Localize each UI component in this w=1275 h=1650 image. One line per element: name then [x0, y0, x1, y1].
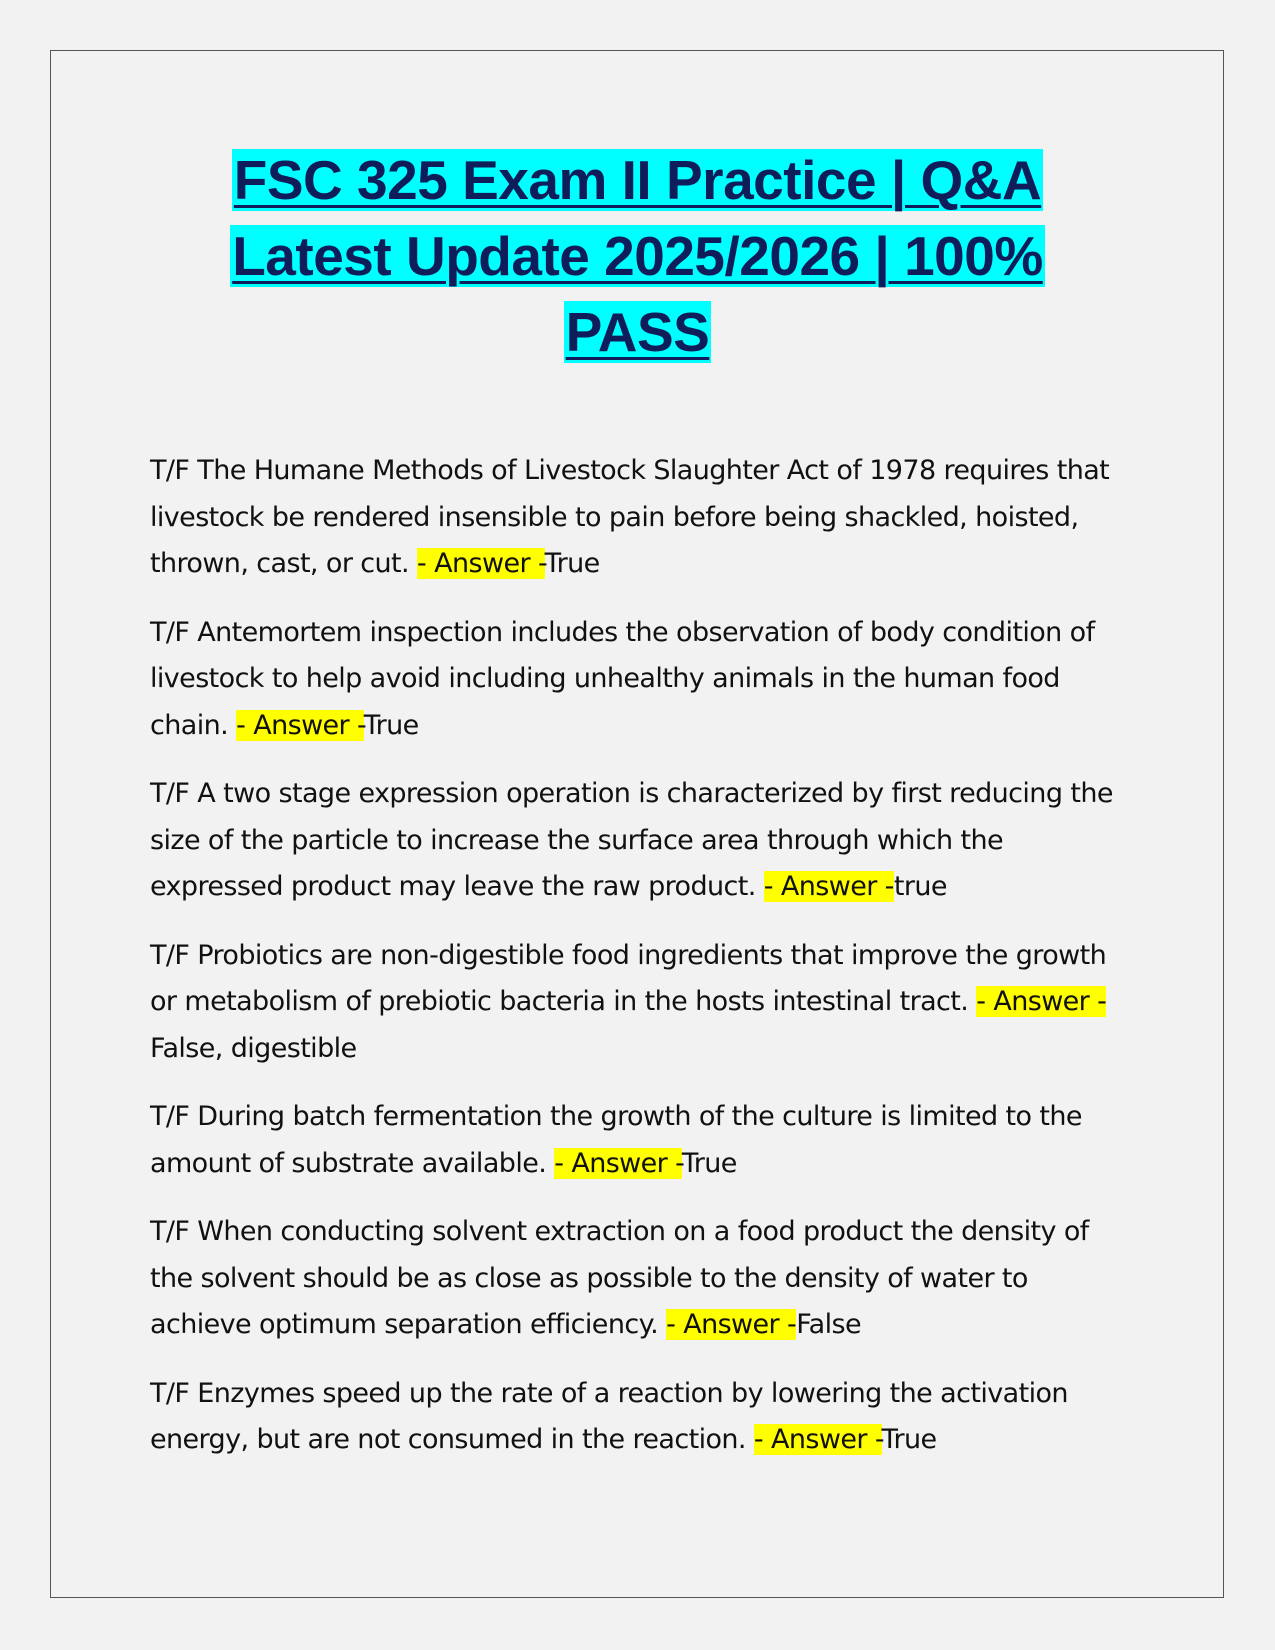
document-title: [0, 142, 1275, 370]
title-line-2-text: Latest Update 2025/2026 | 100%: [232, 225, 1043, 287]
qa-item-4: [150, 933, 1130, 1073]
qa-item-6: [150, 1209, 1130, 1349]
answer-label: - Answer -: [417, 548, 545, 579]
question-text: T/F When conducting solvent extraction on a food product the density of the solvent should be as close as possible to the density of water to achieve optimum separation efficiency.: [150, 1216, 1089, 1340]
title-line-2: [0, 218, 1275, 294]
answer-label: - Answer -: [554, 1147, 682, 1179]
title-line-1-text: FSC 325 Exam II Practice | Q&A: [233, 149, 1042, 211]
title-line-3-text: PASS: [565, 301, 710, 363]
qa-item-7: [150, 1371, 1130, 1464]
answer-text: False, digestible: [150, 1032, 357, 1064]
answer-text: True: [681, 1147, 737, 1179]
question-text: T/F During batch fermentation the growth of the culture is limited to the amount of substrate available.: [150, 1101, 1082, 1179]
answer-text: True: [881, 1424, 937, 1455]
answer-text: True: [544, 548, 600, 579]
answer-label: - Answer -: [976, 986, 1107, 1017]
qa-item-2: [150, 610, 1130, 750]
qa-list: [150, 448, 1130, 1486]
answer-text: True: [363, 709, 419, 741]
qa-item-3: [150, 771, 1130, 911]
answer-label: - Answer -: [753, 1424, 882, 1455]
answer-label: - Answer -: [666, 1309, 797, 1340]
question-text: T/F Antemortem inspection includes the observation of body condition of livestock to help avoid including unhealthy animals in the human food chain.: [150, 616, 1095, 741]
question-text: T/F Probiotics are non-digestible food ingredients that improve the growth or metabolism of prebiotic bacteria in the hosts intestinal tract.: [150, 939, 1107, 1017]
qa-item-5: [150, 1094, 1130, 1187]
title-line-1: [0, 142, 1275, 218]
question-text: T/F The Humane Methods of Livestock Slaughter Act of 1978 requires that livestock be rendered insensible to pain before being shackled, hoisted, thrown, cast, or cut.: [150, 455, 1110, 579]
answer-text: False: [796, 1309, 861, 1340]
title-line-3: [0, 294, 1275, 370]
question-text: T/F Enzymes speed up the rate of a reaction by lowering the activation energy, but are not consumed in the reaction.: [150, 1377, 1068, 1455]
answer-label: - Answer -: [236, 709, 364, 741]
qa-item-1: [150, 448, 1130, 588]
answer-text: true: [893, 871, 947, 902]
answer-label: - Answer -: [763, 871, 894, 902]
question-text: T/F A two stage expression operation is characterized by first reducing the size of the particle to increase the surface area through which the expressed product may leave the raw product.: [150, 778, 1113, 902]
